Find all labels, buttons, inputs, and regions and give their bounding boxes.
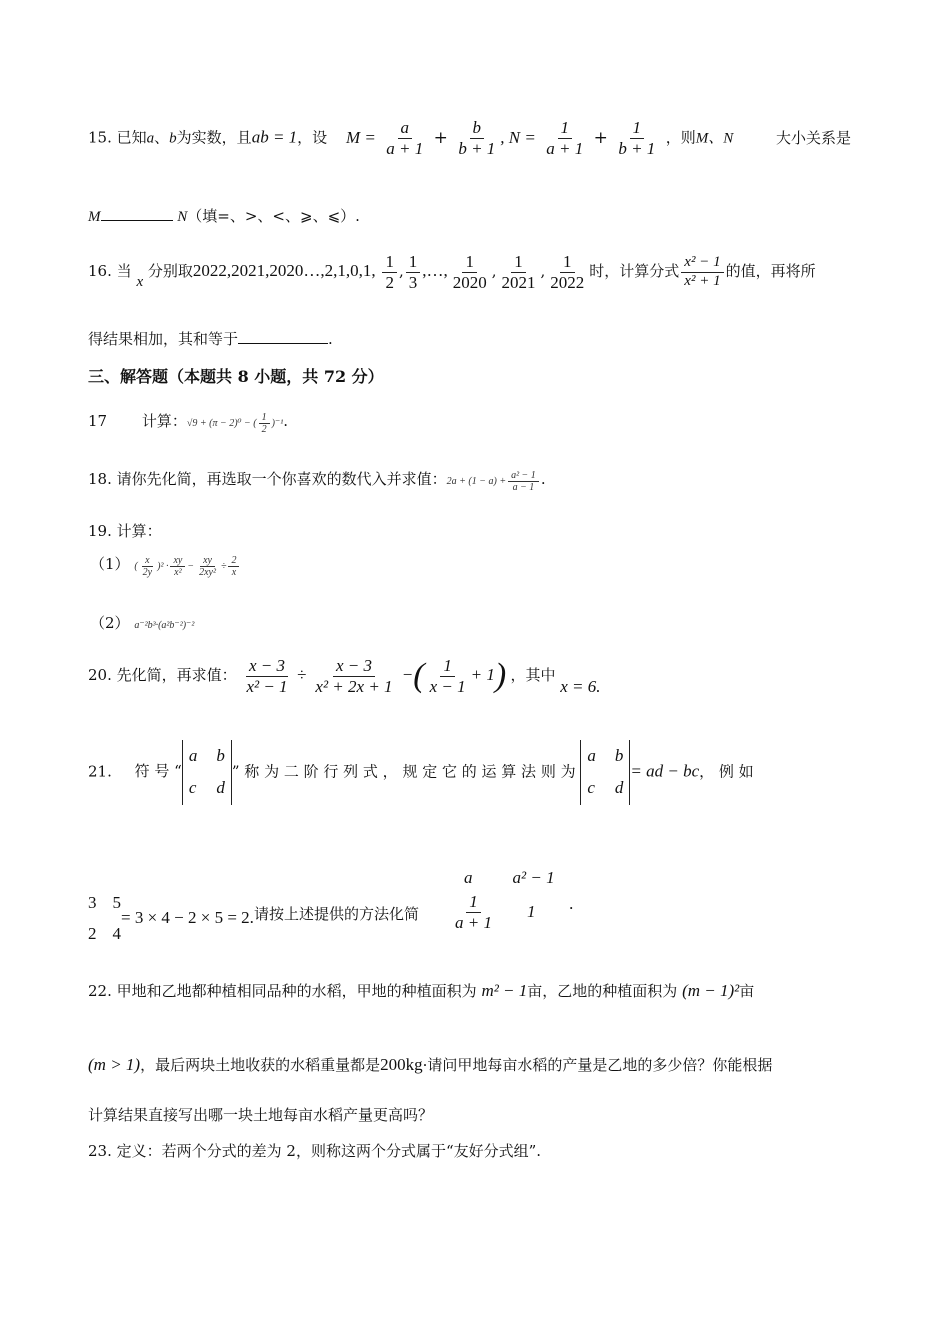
q23: 23. 定义：若两个分式的差为 2，则称这两个分式属于“友好分式组”.	[88, 1142, 542, 1160]
q16-line2: 得结果相加，其和等于 .	[88, 330, 333, 348]
q21-line1: 21. 符 号 “ a b c d ” 称 为 二 阶 行 列 式 ， 规 定 它 的 运 算 法 则 为 a b c d = ad − bc， 例 如	[88, 740, 754, 805]
q17-number: 17	[88, 412, 108, 430]
q18-number: 18.	[88, 470, 112, 488]
q19-part1: （1） ( $\frac{x}{2y}$ )² · $\frac{xy}{\text{x²}}$ − $\frac{xy}{\text{2xy²}}$ ÷ $\frac{2}{x}$	[90, 553, 241, 579]
q19: 19. 计算：	[88, 522, 162, 540]
q15-line1: 15. 已知a、b为实数，且ab = 1，设 M = $\frac{a}{a + 1}$ + $\frac{b}{b + 1}$ , N = $\frac{1}{a + 1}$ + $\frac{1}{b + 1}$ ，则M、N 大小关系是	[88, 118, 852, 158]
q18: 18. 请你先化简，再选取一个你喜欢的数代入并求值：2a + (1 − a) + $\frac{\text{a² − 1}}{a - 1}$ .	[88, 469, 546, 494]
section-heading: 三、解答题（本题共 8 小题，共 72 分）	[88, 367, 384, 386]
q15-number: 15.	[88, 128, 112, 147]
q16-line1: 16. 当 x 分别取2022,2021,2020…,2,1,0,1, $\frac{1}{2}$ , $\frac{1}{3}$ ,…, $\frac{1}{2020}$ , $\frac{1}{2021}$ , $\frac{1}{2022}$ 时，计算分式 $\frac{\text{x² − 1}}{\text{x² + 1}}$ 的值，再将所	[88, 252, 816, 292]
q17: 17 计算：√9 + (π − 2)⁰ − ( $\frac{1}{2}$ )⁻¹.	[88, 411, 289, 436]
q21-line2: 3 5 2 4 = 3 × 4 − 2 × 5 = 2.请按上述提供的方法化简	[88, 893, 419, 943]
q22-line1: 22. 甲地和乙地都种植相同品种的水稻，甲地的种植面积为 m² − 1亩，乙地的种植面积为 (m − 1)²亩	[88, 981, 755, 1000]
q21-number: 21.	[88, 762, 112, 781]
q22-line3: 计算结果直接写出哪一块土地每亩水稻产量更高吗？	[88, 1106, 434, 1124]
answer-blank[interactable]	[238, 343, 328, 344]
determinant-symbol: a b c d	[182, 740, 232, 805]
q16-number: 16.	[88, 262, 112, 281]
q21-matrix: a a² − 1 $\frac{1}{a + 1}$ 1 .	[455, 868, 574, 932]
q20-number: 20.	[88, 665, 112, 684]
q19-part2: （2） a⁻²b³·(a²b⁻²)⁻²	[90, 614, 195, 632]
q15-line2: M N（填=、>、<、⩾、⩽）.	[88, 207, 360, 225]
q22-line2: (m > 1)，最后两块土地收获的水稻重量都是200kg·请问甲地每亩水稻的产量是乙地的多少倍？你能根据	[88, 1055, 773, 1074]
q19-number: 19.	[88, 522, 112, 540]
answer-blank[interactable]	[101, 220, 173, 221]
q23-number: 23.	[88, 1142, 112, 1160]
q22-number: 22.	[88, 982, 112, 1000]
q20: 20. 先化简，再求值： $\frac{x - 3}{\text{x² − 1}}$ ÷ $\frac{x - 3}{\text{x² + 2x + 1}}$ −( $\frac{1}{x - 1}$ + 1) ，其中 x = 6.	[88, 656, 601, 696]
